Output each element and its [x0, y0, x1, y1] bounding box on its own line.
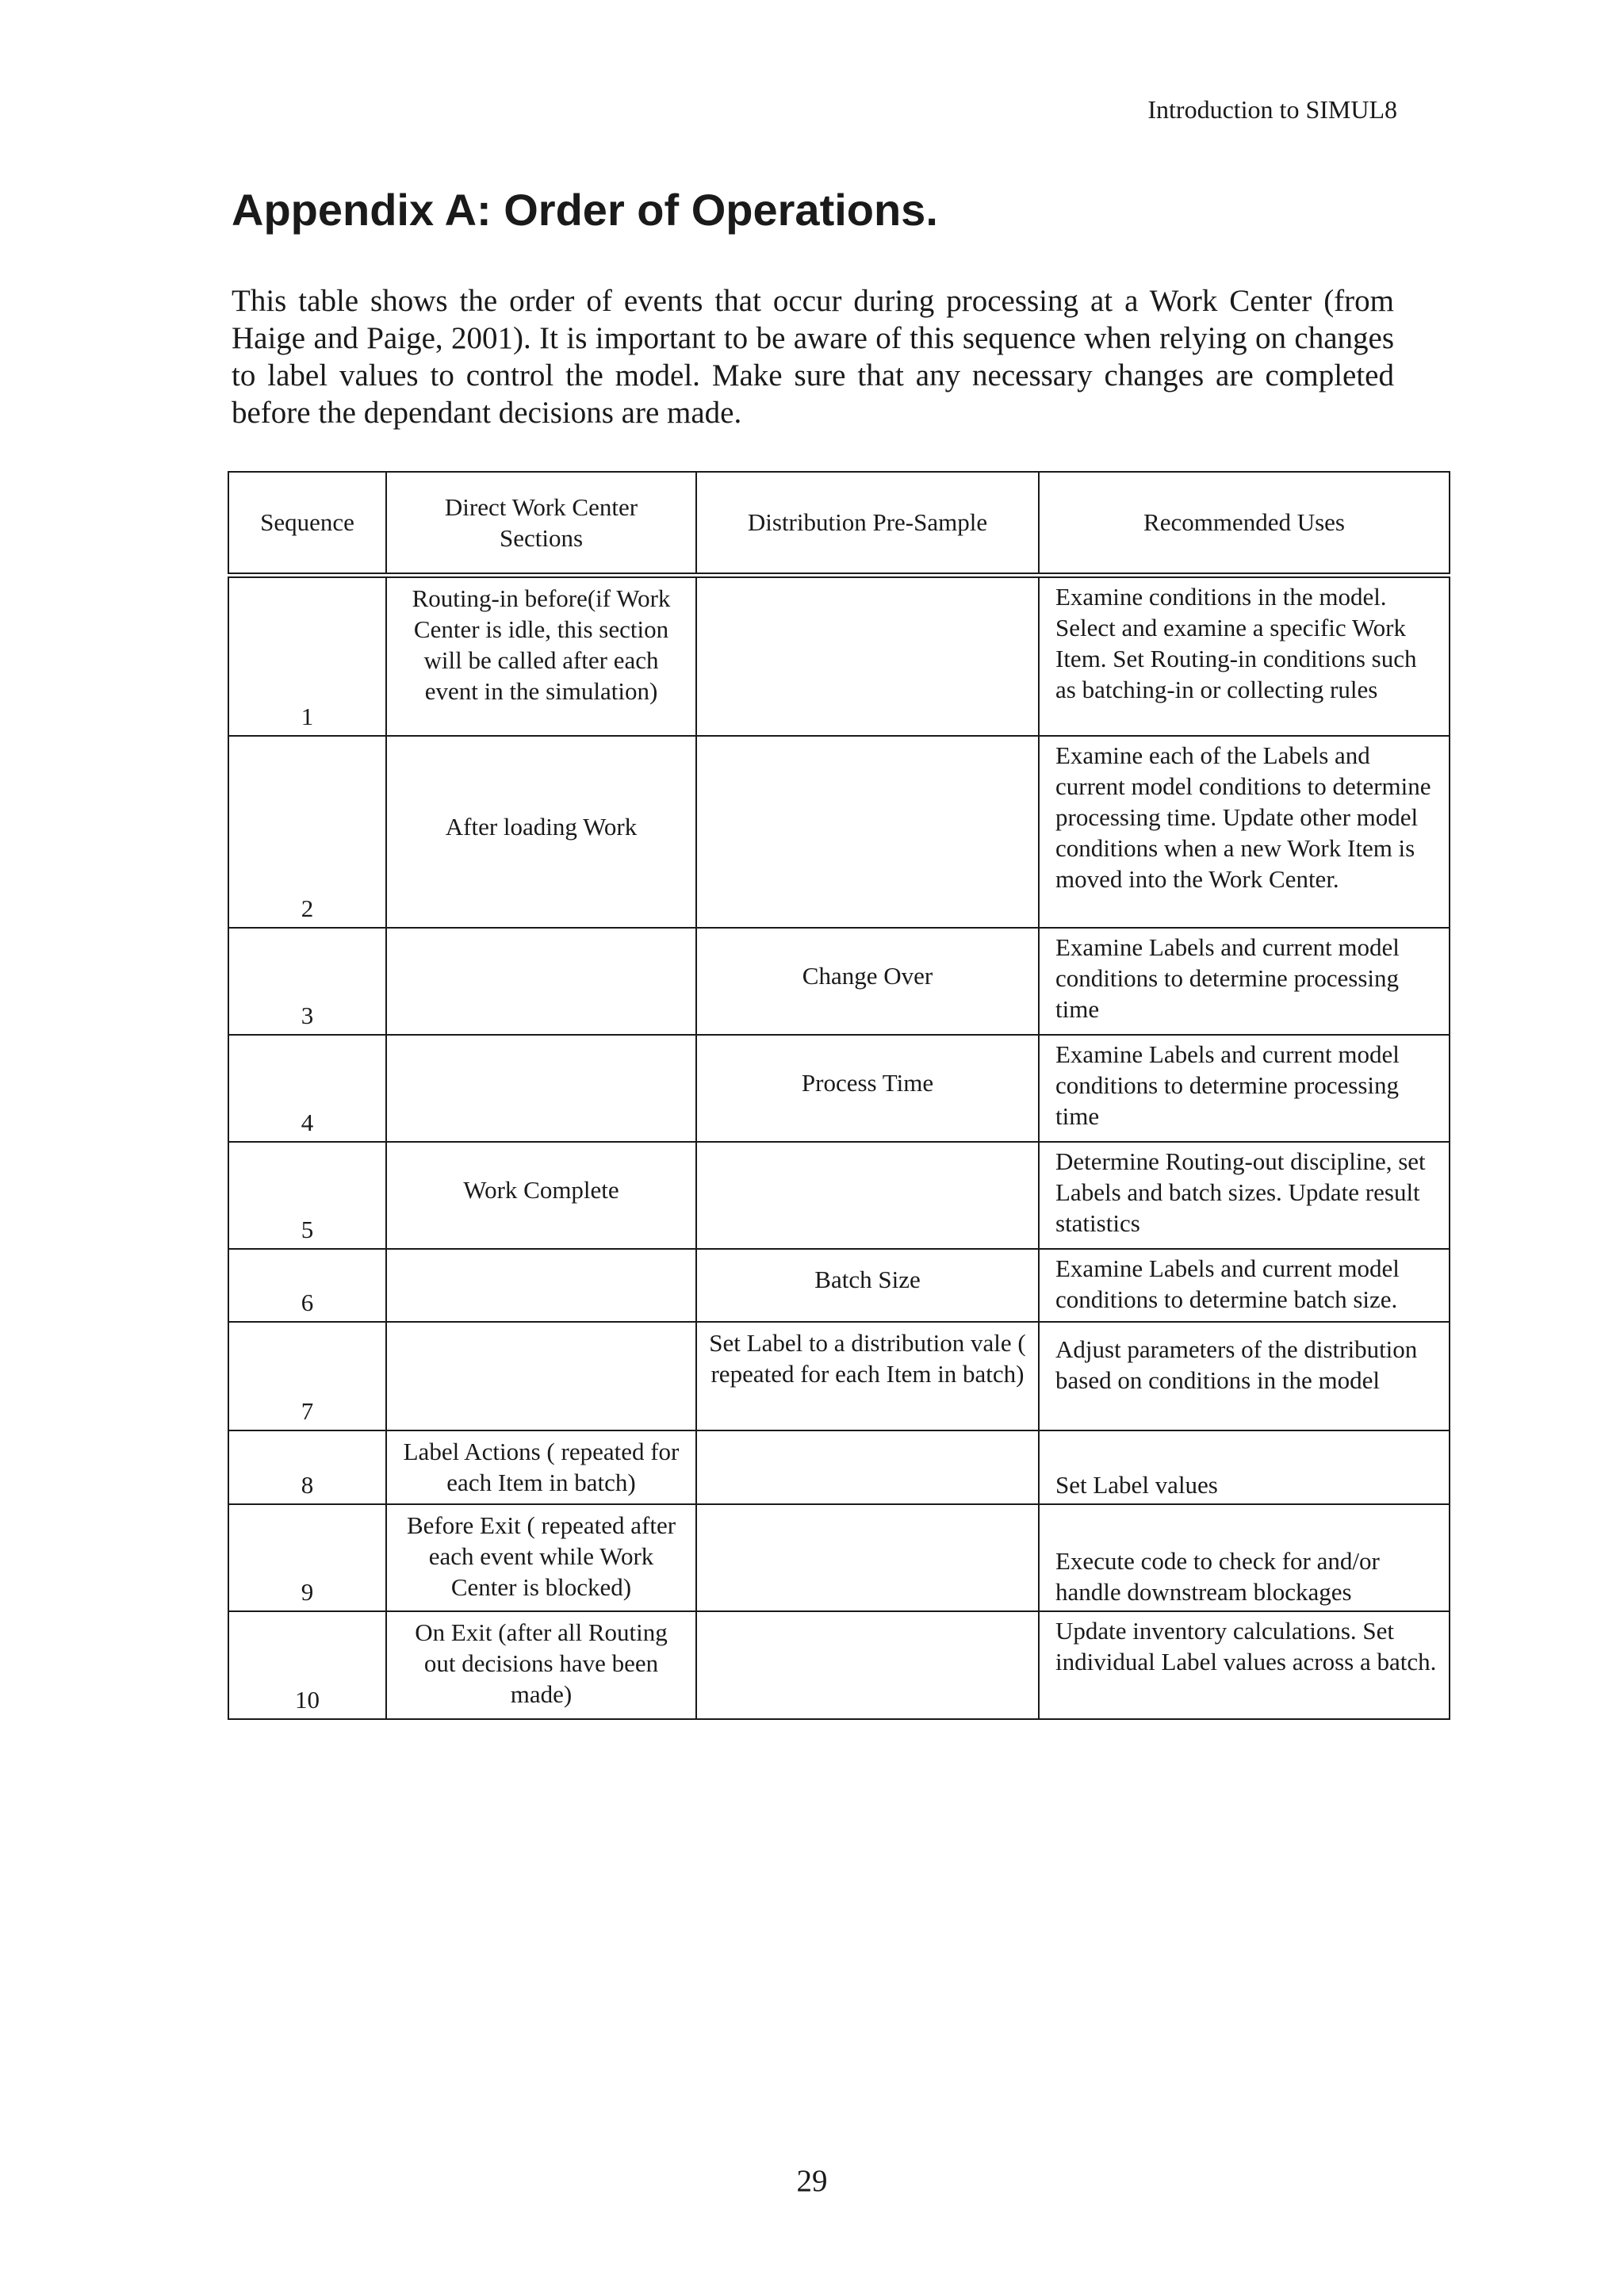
column-header-sequence: Sequence	[228, 472, 386, 575]
cell-distribution: Set Label to a distribution vale ( repeated for each Item in batch)	[696, 1322, 1039, 1430]
column-header-uses: Recommended Uses	[1039, 472, 1450, 575]
cell-section	[386, 928, 696, 1035]
cell-section: On Exit (after all Routing out decisions have been made)	[386, 1611, 696, 1719]
order-of-operations-table	[228, 471, 1450, 1720]
cell-distribution	[696, 1611, 1039, 1719]
table-row	[228, 928, 1450, 1035]
table-header-row	[228, 472, 1450, 575]
table-row	[228, 1249, 1450, 1322]
cell-sequence: 8	[228, 1430, 386, 1504]
cell-section: Before Exit ( repeated after each event while Work Center is blocked)	[386, 1504, 696, 1611]
column-header-distribution: Distribution Pre-Sample	[696, 472, 1039, 575]
cell-uses: Examine Labels and current model conditions to determine processing time	[1039, 928, 1450, 1035]
cell-sequence: 3	[228, 928, 386, 1035]
table-row	[228, 1035, 1450, 1142]
cell-distribution: Process Time	[696, 1035, 1039, 1142]
cell-distribution	[696, 1430, 1039, 1504]
cell-uses: Examine Labels and current model conditions to determine processing time	[1039, 1035, 1450, 1142]
cell-section: After loading Work	[386, 736, 696, 928]
cell-uses: Examine Labels and current model conditions to determine batch size.	[1039, 1249, 1450, 1322]
cell-distribution: Change Over	[696, 928, 1039, 1035]
cell-distribution	[696, 1142, 1039, 1249]
cell-uses: Determine Routing-out discipline, set Labels and batch sizes. Update result statistics	[1039, 1142, 1450, 1249]
cell-section	[386, 1035, 696, 1142]
cell-sequence: 1	[228, 575, 386, 736]
table-row	[228, 1504, 1450, 1611]
cell-sequence: 10	[228, 1611, 386, 1719]
cell-distribution	[696, 1504, 1039, 1611]
cell-section	[386, 1249, 696, 1322]
cell-section: Work Complete	[386, 1142, 696, 1249]
table-row	[228, 736, 1450, 928]
cell-sequence: 5	[228, 1142, 386, 1249]
intro-paragraph: This table shows the order of events that occur during processing at a Work Center (from Haige and Paige, 2001). It is important to be aware of this sequence when relying on changes to label values to control the model. Make sure that any necessary changes are completed before the dependant decisions are made.	[232, 284, 1394, 430]
cell-sequence: 4	[228, 1035, 386, 1142]
table-row	[228, 1611, 1450, 1719]
table-row	[228, 575, 1450, 736]
cell-distribution: Batch Size	[696, 1249, 1039, 1322]
column-header-sections: Direct Work Center Sections	[386, 472, 696, 575]
page-number: 29	[796, 2164, 828, 2198]
cell-uses: Execute code to check for and/or handle downstream blockages	[1039, 1504, 1450, 1611]
page-title: Appendix A: Order of Operations.	[232, 185, 938, 235]
running-header: Introduction to SIMUL8	[1147, 95, 1397, 124]
cell-sequence: 9	[228, 1504, 386, 1611]
cell-uses: Adjust parameters of the distribution based on conditions in the model	[1039, 1322, 1450, 1430]
cell-distribution	[696, 575, 1039, 736]
cell-section	[386, 1322, 696, 1430]
table-row	[228, 1430, 1450, 1504]
cell-uses: Set Label values	[1039, 1430, 1450, 1504]
cell-sequence: 7	[228, 1322, 386, 1430]
table-row	[228, 1322, 1450, 1430]
cell-sequence: 6	[228, 1249, 386, 1322]
cell-uses: Examine conditions in the model. Select and examine a specific Work Item. Set Routing-in conditions such as batching-in or collecting rules	[1039, 575, 1450, 736]
cell-distribution	[696, 736, 1039, 928]
cell-sequence: 2	[228, 736, 386, 928]
cell-section: Label Actions ( repeated for each Item in batch)	[386, 1430, 696, 1504]
cell-section: Routing-in before(if Work Center is idle, this section will be called after each event in the simulation)	[386, 575, 696, 736]
cell-uses: Examine each of the Labels and current model conditions to determine processing time. Update other model conditions when a new Work Item is moved into the Work Center.	[1039, 736, 1450, 928]
cell-uses: Update inventory calculations. Set individual Label values across a batch.	[1039, 1611, 1450, 1719]
table-row	[228, 1142, 1450, 1249]
